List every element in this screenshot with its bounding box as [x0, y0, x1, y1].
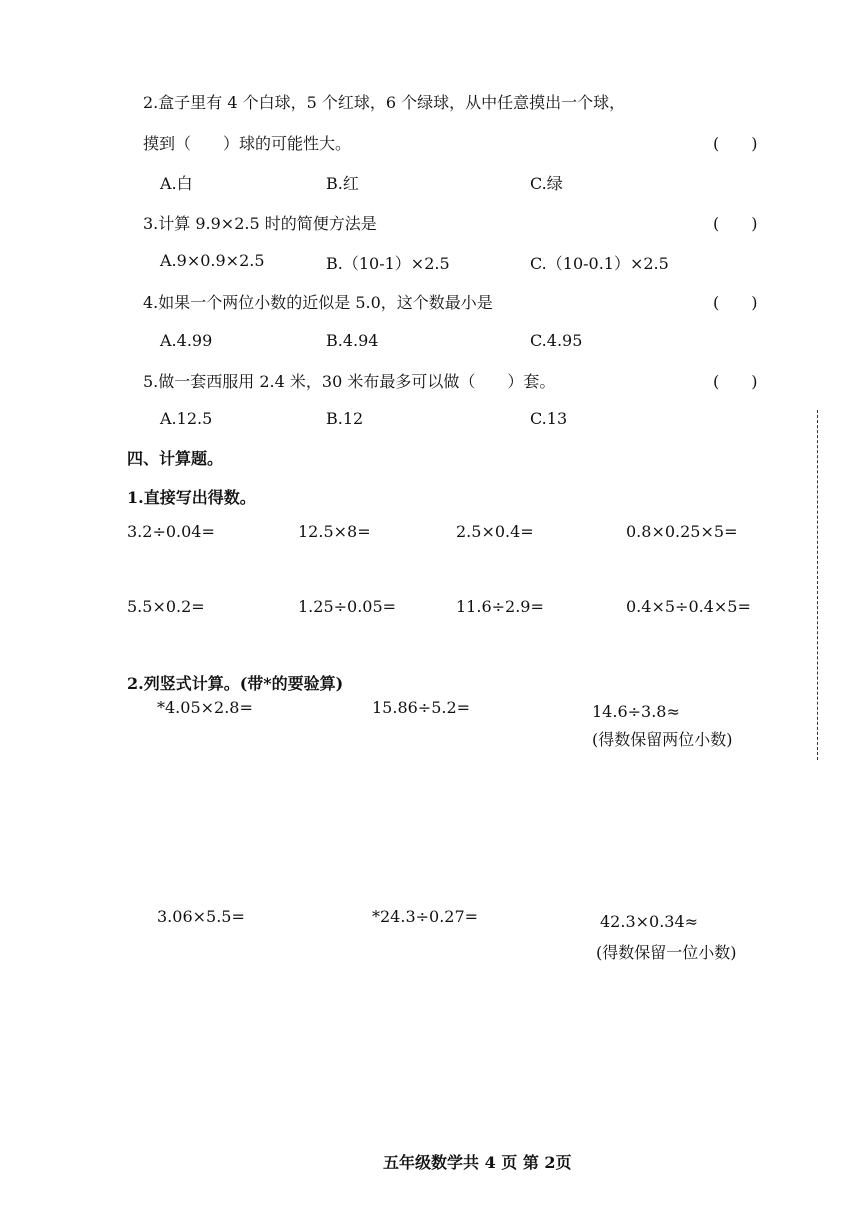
vertical-calc-3-note: (得数保留两位小数): [592, 730, 733, 749]
q2-text-line2: 摸到（ ）球的可能性大。: [143, 134, 352, 153]
oral-calc-7: 11.6÷2.9=: [456, 597, 544, 616]
q4-text: 4.如果一个两位小数的近似是 5.0，这个数最小是: [143, 293, 493, 312]
q2-text-line1: 2.盒子里有 4 个白球，5 个红球，6 个绿球，从中任意摸出一个球，: [143, 93, 626, 112]
q3-text: 3.计算 9.9×2.5 时的简便方法是: [143, 214, 377, 233]
q2-answer-bracket: ( ): [713, 134, 758, 153]
oral-calc-3: 2.5×0.4=: [456, 522, 534, 541]
q3-option-b: B.（10-1）×2.5: [326, 254, 450, 273]
q5-option-c: C.13: [530, 409, 568, 428]
part2-heading: 2.列竖式计算。(带*的要验算): [127, 674, 344, 693]
vertical-calc-1: *4.05×2.8=: [157, 698, 253, 717]
oral-calc-6: 1.25÷0.05=: [298, 597, 397, 616]
q3-answer-bracket: ( ): [713, 214, 758, 233]
q4-option-c: C.4.95: [530, 331, 583, 350]
oral-calc-2: 12.5×8=: [298, 522, 371, 541]
oral-calc-8: 0.4×5÷0.4×5=: [626, 597, 751, 616]
binding-dashed-line: [817, 410, 818, 760]
q5-answer-bracket: ( ): [713, 372, 758, 391]
oral-calc-1: 3.2÷0.04=: [127, 522, 215, 541]
q2-option-b: B.红: [326, 174, 359, 193]
q4-option-b: B.4.94: [326, 331, 379, 350]
q5-text: 5.做一套西服用 2.4 米，30 米布最多可以做（ ）套。: [143, 372, 556, 391]
vertical-calc-2: 15.86÷5.2=: [372, 698, 471, 717]
oral-calc-4: 0.8×0.25×5=: [626, 522, 738, 541]
vertical-calc-5: *24.3÷0.27=: [372, 907, 479, 926]
q4-answer-bracket: ( ): [713, 293, 758, 312]
q2-option-c: C.绿: [530, 174, 563, 193]
vertical-calc-6-note: (得数保留一位小数): [596, 943, 737, 962]
q4-option-a: A.4.99: [160, 331, 213, 350]
vertical-calc-4: 3.06×5.5=: [157, 907, 245, 926]
vertical-calc-6: 42.3×0.34≈: [600, 912, 699, 931]
page-footer: 五年级数学共 4 页 第 2页: [383, 1153, 572, 1172]
section4-heading: 四、计算题。: [127, 449, 224, 468]
q5-option-a: A.12.5: [160, 409, 213, 428]
q3-option-a: A.9×0.9×2.5: [160, 251, 265, 270]
part1-heading: 1.直接写出得数。: [127, 488, 256, 507]
oral-calc-5: 5.5×0.2=: [127, 597, 205, 616]
q5-option-b: B.12: [326, 409, 364, 428]
q3-option-c: C.（10-0.1）×2.5: [530, 254, 669, 273]
vertical-calc-3: 14.6÷3.8≈: [592, 702, 680, 721]
q2-option-a: A.白: [160, 174, 193, 193]
